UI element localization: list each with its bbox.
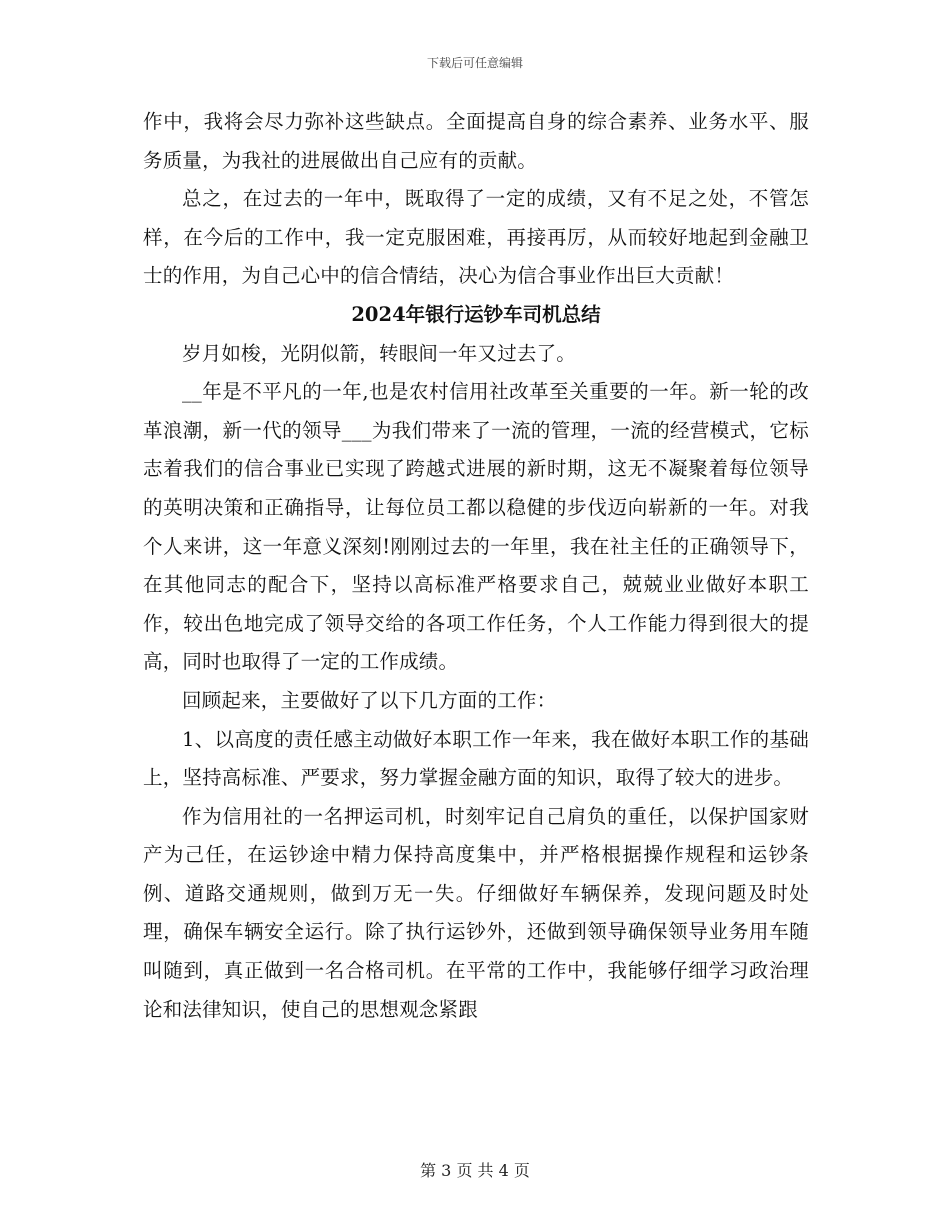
section-title: 2024年银行运钞车司机总结 bbox=[351, 302, 601, 326]
document-body bbox=[143, 103, 809, 1029]
page-number: 第 3 页 共 4 页 bbox=[420, 1161, 530, 1180]
paragraph-driver-duties: 作为信用社的一名押运司机，时刻牢记自己肩负的重任，以保护国家财产为己任，在运钞途中精力保持高度集中，并严格根据操作规程和运钞条例、道路交通规则，做到万无一失。仔细做好车辆保养，发现问题及时处理，确保车辆安全运行。除了执行运钞外，还做到领导确保领导业务用车随叫随到，真正做到一名合格司机。在平常的工作中，我能够仔细学习政治理论和法律知识，使自己的思想观念紧跟 bbox=[143, 804, 809, 1021]
paragraph-intro: 岁月如梭，光阴似箭，转眼间一年又过去了。 bbox=[182, 341, 577, 365]
paragraph-review: 回顾起来，主要做好了以下几方面的工作： bbox=[182, 688, 557, 712]
paragraph-conclusion: 总之，在过去的一年中，既取得了一定的成绩，又有不足之处，不管怎样，在今后的工作中，我一定克服困难，再接再厉，从而较好地起到金融卫士的作用，为自己心中的信合情结，决心为信合事业作出巨大贡献！ bbox=[143, 187, 809, 288]
page-header-note: 下载后可任意编辑 bbox=[426, 56, 523, 70]
paragraph-year-overview: __年是不平凡的一年,也是农村信用社改革至关重要的一年。新一轮的改革浪潮，新一代的领导___为我们带来了一流的管理，一流的经营模式，它标志着我们的信合事业已实现了跨越式进展的新时期，这无不凝聚着每位领导的英明决策和正确指导，让每位员工都以稳健的步伐迈向崭新的一年。对我个人来讲，这一年意义深刻!刚刚过去的一年里，我在社主任的正确领导下，在其他同志的配合下，坚持以高标准严格要求自己，兢兢业业做好本职工作，较出色地完成了领导交给的各项工作任务，个人工作能力得到很大的提高，同时也取得了一定的工作成绩。 bbox=[143, 380, 809, 674]
paragraph-continued: 作中，我将会尽力弥补这些缺点。全面提高自身的综合素养、业务水平、服务质量，为我社的进展做出自己应有的贡献。 bbox=[143, 110, 809, 172]
paragraph-item-1: 1、以高度的责任感主动做好本职工作一年来，我在做好本职工作的基础上，坚持高标准、严要求，努力掌握金融方面的知识，取得了较大的进步。 bbox=[143, 727, 809, 790]
